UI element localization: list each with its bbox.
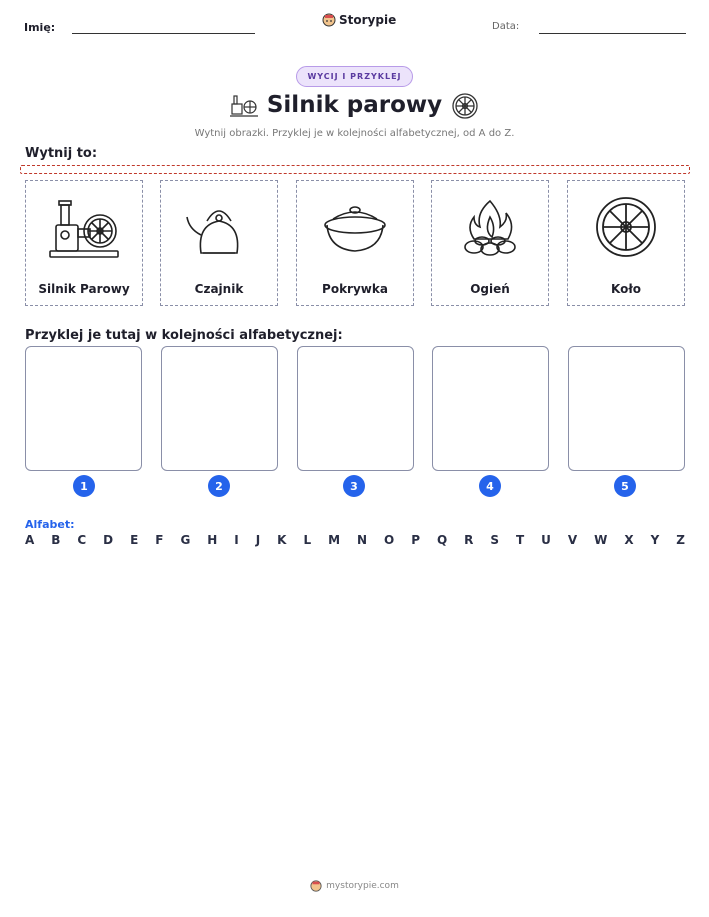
alphabet-letter: C <box>77 533 87 547</box>
alphabet-letter: Z <box>676 533 685 547</box>
alphabet-letter: V <box>567 533 578 547</box>
alphabet-letter: R <box>464 533 474 547</box>
alphabet-letter: N <box>357 533 368 547</box>
alphabet-letter: H <box>207 533 218 547</box>
date-label: Data: <box>492 21 520 32</box>
alphabet-letter: K <box>277 533 287 547</box>
card-label: Ogień <box>470 282 510 296</box>
instructions: Wytnij obrazki. Przyklej je w kolejności alfabetycznej, od A do Z. <box>194 128 515 139</box>
wheel-icon <box>590 195 662 261</box>
cut-card-wheel[interactable] <box>567 180 685 306</box>
slot-number-badge: 4 <box>479 475 501 497</box>
fire-icon <box>454 195 526 261</box>
date-line <box>539 33 686 34</box>
alphabet-letter: X <box>624 533 634 547</box>
paste-slot-5[interactable] <box>568 346 685 471</box>
alphabet-letter: A <box>25 533 35 547</box>
alphabet-letter: T <box>515 533 525 547</box>
brand-logo <box>322 13 396 27</box>
alphabet-letter: M <box>328 533 341 547</box>
alphabet-heading: Alfabet: <box>25 518 75 531</box>
alphabet-letter: J <box>255 533 261 547</box>
alphabet-letter: G <box>180 533 191 547</box>
alphabet-letter: S <box>490 533 499 547</box>
alphabet-letter: Y <box>650 533 660 547</box>
alphabet-letter: W <box>594 533 608 547</box>
page-title: Silnik parowy <box>266 92 443 118</box>
alphabet-letter: B <box>51 533 61 547</box>
brand-name: Storypie <box>339 13 397 27</box>
paste-heading: Przyklej je tutaj w kolejności alfabetycznej: <box>25 328 343 343</box>
alphabet-row <box>25 533 685 547</box>
wheel-icon <box>451 92 479 120</box>
alphabet-letter: F <box>155 533 164 547</box>
footer <box>0 880 709 892</box>
card-label: Pokrywka <box>322 282 388 296</box>
paste-slot-1[interactable] <box>25 346 142 471</box>
cut-card-steam-engine[interactable] <box>25 180 143 306</box>
slot-number-badge: 1 <box>73 475 95 497</box>
paste-slot-3[interactable] <box>297 346 414 471</box>
footer-url[interactable]: mystorypie.com <box>326 881 399 891</box>
cut-line <box>20 165 690 174</box>
slot-number-badge: 3 <box>343 475 365 497</box>
card-label: Silnik Parowy <box>38 282 130 296</box>
cut-card-kettle[interactable] <box>160 180 278 306</box>
cut-card-pot-lid[interactable] <box>296 180 414 306</box>
activity-badge: WYCIJ I PRZYKLEJ <box>296 66 413 87</box>
storypie-mascot-icon <box>322 13 336 27</box>
alphabet-letter: I <box>234 533 239 547</box>
alphabet-letter: Q <box>436 533 448 547</box>
slot-number-badge: 5 <box>614 475 636 497</box>
cut-card-fire[interactable] <box>431 180 549 306</box>
alphabet-letter: U <box>541 533 551 547</box>
kettle-icon <box>183 195 255 261</box>
card-label: Koło <box>610 282 642 296</box>
alphabet-letter: P <box>411 533 420 547</box>
paste-slot-4[interactable] <box>432 346 549 471</box>
slot-number-badge: 2 <box>208 475 230 497</box>
alphabet-letter: D <box>103 533 114 547</box>
alphabet-letter: L <box>303 533 312 547</box>
cut-heading: Wytnij to: <box>25 146 98 161</box>
name-line <box>72 33 255 34</box>
storypie-mascot-icon <box>310 880 322 892</box>
name-label: Imię: <box>24 21 56 34</box>
steam-engine-icon <box>48 195 120 261</box>
card-label: Czajnik <box>194 282 244 296</box>
alphabet-letter: E <box>130 533 139 547</box>
pot-lid-icon <box>319 195 391 261</box>
alphabet-letter: O <box>384 533 395 547</box>
paste-slot-2[interactable] <box>161 346 278 471</box>
